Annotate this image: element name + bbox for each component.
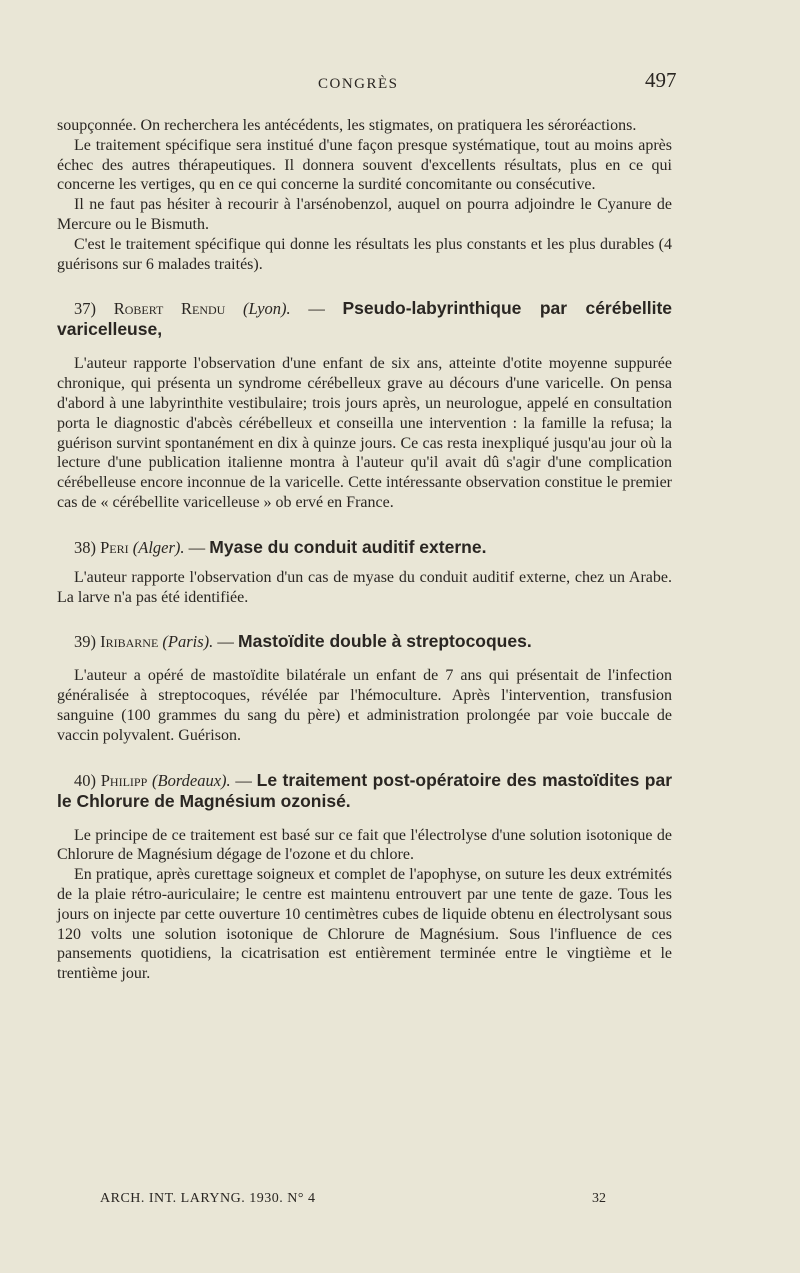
- section-author: Iribarne: [100, 632, 159, 652]
- running-title: CONGRÈS: [318, 76, 399, 92]
- section-paragraph: L'auteur rapporte l'observation d'une enfant de six ans, atteinte d'otite moyenne suppurée chronique, qui présenta un syndrome cérébelleux grave au décours d'une varicelle. On pensa d'abord à une labyrinthite vestibulaire; trois jours après, un neurologue, appelé en consultation porta le diagnostic d'abcès cérébelleux et conseilla une intervention : la famille la refusa; la guérison survint spontanément en dix à quinze jours. Ce cas resta inexpliqué jusqu'au jour où la lecture d'une publication italienne montra à l'auteur qu'il avait dû s'agir d'une complication cérébelleuse encore inconnue de la varicelle. Cette intéressante observation constitue le premier cas de « cérébellite varicelleuse » ob ervé en France.: [57, 355, 672, 511]
- section-city: (Alger).: [132, 537, 185, 557]
- section-number: 38): [74, 537, 96, 557]
- section-heading-40: [57, 770, 672, 812]
- section-dash: —: [184, 537, 210, 557]
- page-number: 497: [645, 68, 677, 92]
- section-paragraph: L'auteur a opéré de mastoïdite bilatérale un enfant de 7 ans qui présentait de l'infection généralisée à streptocoques, révélée par l'hémoculture. Après l'intervention, transfusion sanguine (100 grammes du sang du père) et administration prolongée par voie buccale de vaccin polyvalent. Guérison.: [57, 667, 672, 744]
- section-author: Philipp: [100, 770, 148, 790]
- section-city: (Lyon).: [243, 299, 291, 319]
- section-dash: —: [213, 632, 239, 652]
- page-body: [57, 116, 672, 984]
- section-title: Le traitement post-opératoire des mastoïdites par le Chlorure de Magnésium ozonisé.: [57, 769, 673, 811]
- intro-paragraph: Il ne faut pas hésiter à recourir à l'arsénobenzol, auquel on pourra adjoindre le Cyanure de Mercure ou le Bismuth.: [57, 196, 672, 233]
- intro-paragraph: Le traitement spécifique sera institué d'une façon presque systématique, tout au moins après échec des autres thérapeutiques. Il donnera souvent d'excellents résultats, plus en ce qui concerne les vertiges, qu en ce qui concerne la surdité concomitante ou consécutive.: [57, 136, 672, 194]
- section-dash: —: [290, 299, 343, 319]
- section-paragraph: Le principe de ce traitement est basé sur ce fait que l'électrolyse d'une solution isotonique de Chlorure de Magnésium dégage de l'ozone et du chlore.: [57, 826, 672, 864]
- section-heading-38: [57, 537, 672, 558]
- section-author: Peri: [100, 537, 129, 557]
- section-number: 39): [74, 632, 96, 652]
- section-number: 37): [74, 299, 96, 319]
- section-heading-37: [57, 298, 672, 340]
- section-paragraph: L'auteur rapporte l'observation d'un cas de myase du conduit auditif externe, chez un Arabe. La larve n'a pas été identifiée.: [57, 568, 672, 606]
- section-city: (Bordeaux).: [152, 770, 231, 790]
- section-dash: —: [230, 770, 257, 790]
- section-number: 40): [74, 770, 96, 790]
- section-title: Mastoïdite double à streptocoques.: [238, 631, 532, 652]
- section-title: Myase du conduit auditif externe.: [209, 536, 487, 557]
- intro-paragraph: C'est le traitement spécifique qui donne les résultats les plus constants et les plus durables (4 guérisons sur 6 malades traités).: [57, 235, 672, 273]
- section-author: Robert Rendu: [113, 299, 226, 319]
- intro-paragraph: soupçonnée. On recherchera les antécédents, les stigmates, on pratiquera les séroréactions.: [57, 117, 637, 134]
- section-paragraph: En pratique, après curettage soigneux et complet de l'apophyse, on suture les deux extrémités de la plaie rétro-auriculaire; le centre est maintenu entrouvert par une tente de gaze. Tous les jours on injecte par cette ouverture 10 centimètres cubes de liquide obtenu en électrolysant sous 120 volts une solution isotonique de Chlorure de Magnésium. Sous l'influence de ces pansements quotidiens, la cicatrisation est entièrement terminée entre le vingtième et le trentième jour.: [57, 866, 672, 983]
- page-footer: [0, 1191, 800, 1211]
- section-heading-39: [57, 631, 672, 652]
- signature-mark: 32: [592, 1191, 606, 1206]
- section-title: Pseudo-labyrinthique par cérébellite varicelleuse,: [57, 298, 673, 340]
- section-city: (Paris).: [162, 632, 214, 652]
- running-header: [0, 68, 800, 98]
- journal-reference: ARCH. INT. LARYNG. 1930. N° 4: [100, 1191, 316, 1206]
